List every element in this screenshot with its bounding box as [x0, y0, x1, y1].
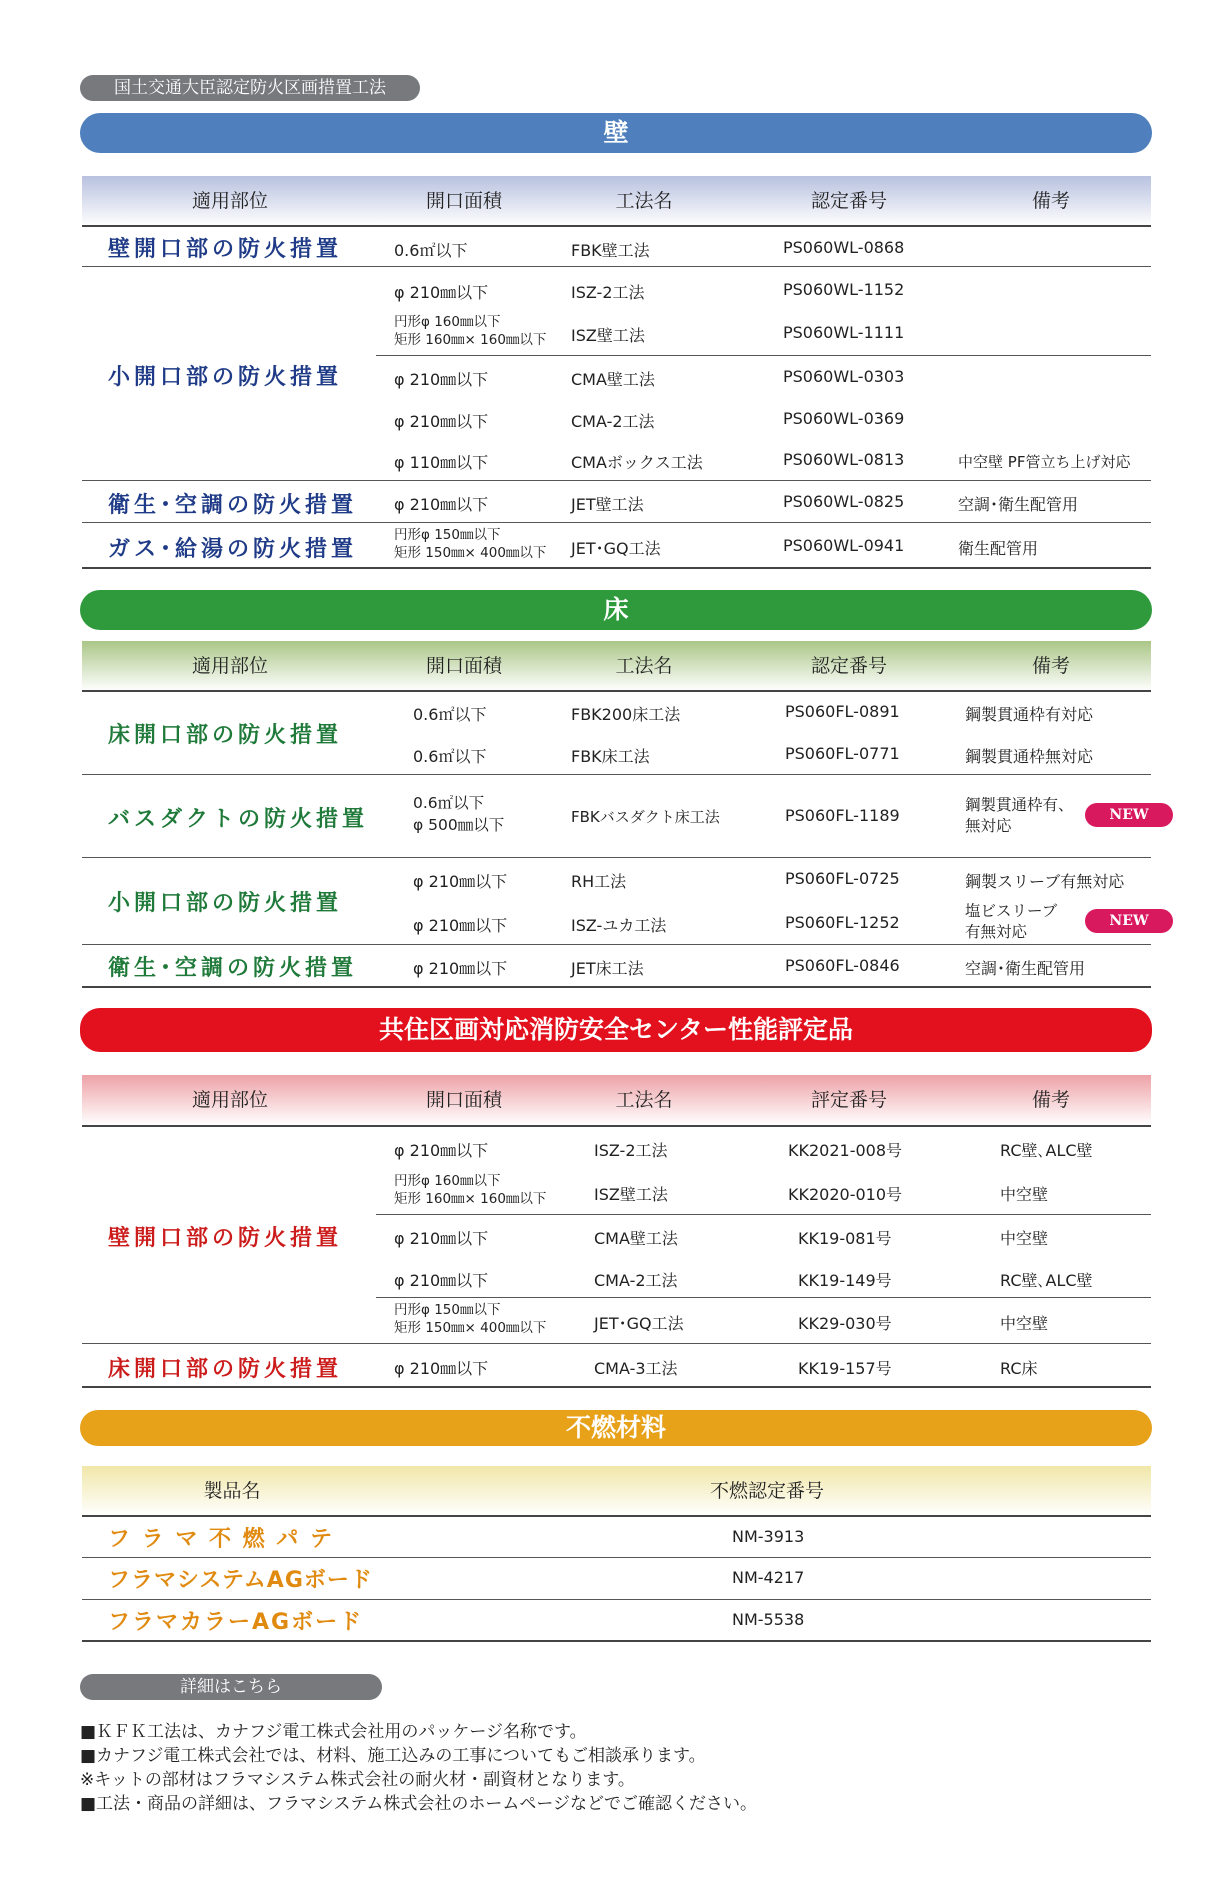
wall-category-sanitary: 衛生･空調の防火措置 — [108, 493, 358, 518]
center-category-wall: 壁開口部の防火措置 — [108, 1226, 343, 1251]
header-cert: 評定番号 — [810, 1089, 888, 1111]
table-cell: PS060FL-0771 — [785, 744, 900, 763]
floor-category-sanitary: 衛生･空調の防火措置 — [108, 956, 358, 981]
wall-category-opening: 壁開口部の防火措置 — [108, 237, 343, 262]
table-cell: NM-5538 — [732, 1610, 805, 1629]
section-tag: 国土交通大臣認定防火区画措置工法 — [80, 75, 420, 101]
table-cell: 中空壁 — [1000, 1185, 1049, 1204]
table-cell: 円形φ 160㎜以下 — [394, 314, 501, 330]
table-cell: RH工法 — [571, 872, 627, 891]
table-cell: KK2020-010号 — [788, 1185, 903, 1204]
table-cell: CMAボックス工法 — [571, 453, 703, 472]
new-badge: NEW — [1085, 909, 1173, 933]
table-cell: φ 210㎜以下 — [413, 872, 508, 891]
table-cell: φ 110㎜以下 — [394, 453, 489, 472]
note-line: ■ＫＦＫ工法は、カナフジ電工株式会社用のパッケージ名称です。 — [80, 1722, 587, 1742]
header-product: 製品名 — [203, 1480, 261, 1502]
center-table-header — [82, 1075, 1151, 1125]
table-cell: KK2021-008号 — [788, 1141, 903, 1160]
wall-banner: 壁 — [80, 113, 1152, 153]
table-cell: ISZ-ユカ工法 — [571, 916, 667, 935]
table-cell: 鋼製貫通枠有対応 — [965, 705, 1094, 724]
table-cell: 矩形 160㎜× 160㎜以下 — [394, 332, 547, 348]
table-cell: φ 210㎜以下 — [394, 495, 489, 514]
table-cell: φ 210㎜以下 — [394, 1271, 489, 1290]
table-cell: KK29-030号 — [798, 1314, 892, 1333]
floor-category-small: 小開口部の防火措置 — [108, 891, 343, 916]
nonflam-table-header — [82, 1466, 1151, 1516]
table-cell: PS060WL-0825 — [783, 492, 905, 511]
wall-category-gas: ガス･給湯の防火措置 — [108, 537, 358, 562]
table-cell: 矩形 150㎜× 400㎜以下 — [394, 545, 547, 561]
table-cell: KK19-081号 — [798, 1229, 892, 1248]
table-cell: 0.6㎡以下 — [413, 747, 487, 766]
header-area: 開口面積 — [425, 655, 503, 677]
table-cell: 円形φ 150㎜以下 — [394, 1302, 501, 1318]
header-note: 備考 — [1031, 655, 1071, 677]
table-cell: CMA壁工法 — [571, 370, 655, 389]
header-location: 適用部位 — [191, 190, 269, 212]
center-banner: 共住区画対応消防安全センター性能評定品 — [80, 1008, 1152, 1052]
table-cell: 鋼製貫通枠有、 — [965, 796, 1074, 814]
table-cell: 鋼製スリーブ有無対応 — [965, 872, 1125, 891]
table-cell: PS060FL-0891 — [785, 702, 900, 721]
floor-table-header — [82, 641, 1151, 691]
header-note: 備考 — [1031, 190, 1071, 212]
header-area: 開口面積 — [425, 190, 503, 212]
table-cell: φ 210㎜以下 — [413, 959, 508, 978]
note-line: ■工法・商品の詳細は、フラマシステム株式会社のホームページなどでご確認ください。 — [80, 1794, 758, 1814]
table-cell: φ 210㎜以下 — [394, 1229, 489, 1248]
table-cell: PS060FL-0846 — [785, 956, 900, 975]
table-cell: KK19-149号 — [798, 1271, 892, 1290]
table-cell: PS060FL-0725 — [785, 869, 900, 888]
table-cell: 空調･衛生配管用 — [958, 495, 1079, 514]
table-cell: 有無対応 — [965, 923, 1028, 941]
table-cell: FBK壁工法 — [571, 241, 650, 260]
wall-table-header — [82, 176, 1151, 226]
table-cell: RC壁､ALC壁 — [1000, 1271, 1093, 1290]
table-cell: JET壁工法 — [571, 495, 644, 514]
table-cell: 矩形 150㎜× 400㎜以下 — [394, 1320, 547, 1336]
floor-category-busduct: バスダクトの防火措置 — [108, 807, 369, 832]
new-badge: NEW — [1085, 803, 1173, 827]
table-cell: FBKバスダクト床工法 — [571, 808, 720, 826]
table-cell: PS060WL-0813 — [783, 450, 905, 469]
table-cell: PS060FL-1189 — [785, 806, 900, 825]
table-cell: 衛生配管用 — [958, 539, 1039, 558]
header-method: 工法名 — [615, 655, 673, 677]
table-cell: 鋼製貫通枠無対応 — [965, 747, 1094, 766]
wall-category-small: 小開口部の防火措置 — [108, 365, 343, 390]
table-cell: 0.6㎡以下 — [394, 241, 468, 260]
table-cell: ISZ-2工法 — [594, 1141, 668, 1160]
table-cell: φ 210㎜以下 — [394, 412, 489, 431]
table-cell: CMA-3工法 — [594, 1359, 678, 1378]
table-cell: φ 500㎜以下 — [413, 816, 505, 834]
table-cell: CMA-2工法 — [594, 1271, 678, 1290]
header-cert: 認定番号 — [810, 190, 888, 212]
table-cell: φ 210㎜以下 — [394, 283, 489, 302]
table-cell: FBK200床工法 — [571, 705, 681, 724]
table-cell: PS060WL-0303 — [783, 367, 905, 386]
nonflam-banner: 不燃材料 — [80, 1410, 1152, 1446]
header-cert: 不燃認定番号 — [709, 1480, 825, 1502]
table-cell: RC壁､ALC壁 — [1000, 1141, 1093, 1160]
table-cell: 中空壁 — [1000, 1229, 1049, 1248]
table-cell: KK19-157号 — [798, 1359, 892, 1378]
header-note: 備考 — [1031, 1089, 1071, 1111]
product-name: フ ラ マ 不 燃 パ テ — [108, 1527, 334, 1552]
table-cell: ISZ壁工法 — [571, 326, 645, 345]
floor-category-opening: 床開口部の防火措置 — [108, 723, 343, 748]
table-cell: φ 210㎜以下 — [394, 370, 489, 389]
table-cell: PS060WL-1111 — [783, 323, 905, 342]
table-cell: FBK床工法 — [571, 747, 650, 766]
header-method: 工法名 — [615, 1089, 673, 1111]
product-name: フラマカラーAGボード — [108, 1610, 364, 1635]
table-cell: JET･GQ工法 — [594, 1314, 684, 1333]
table-cell: 0.6㎡以下 — [413, 794, 485, 812]
table-cell: PS060WL-0369 — [783, 409, 905, 428]
header-area: 開口面積 — [425, 1089, 503, 1111]
table-cell: NM-3913 — [732, 1527, 805, 1546]
table-cell: 矩形 160㎜× 160㎜以下 — [394, 1191, 547, 1207]
center-category-floor: 床開口部の防火措置 — [108, 1357, 343, 1382]
table-cell: 円形φ 150㎜以下 — [394, 527, 501, 543]
note-line: ■カナフジ電工株式会社では、材料、施工込みの工事についてもご相談承ります。 — [80, 1746, 706, 1766]
table-cell: PS060FL-1252 — [785, 913, 900, 932]
details-link[interactable]: 詳細はこちら — [80, 1674, 382, 1700]
table-cell: 空調･衛生配管用 — [965, 959, 1086, 978]
table-cell: 中空壁 — [1000, 1314, 1049, 1333]
header-location: 適用部位 — [191, 1089, 269, 1111]
note-line: ※キットの部材はフラマシステム株式会社の耐火材・副資材となります。 — [80, 1770, 635, 1790]
table-cell: φ 210㎜以下 — [394, 1359, 489, 1378]
floor-banner: 床 — [80, 590, 1152, 630]
table-cell: PS060WL-0868 — [783, 238, 905, 257]
header-location: 適用部位 — [191, 655, 269, 677]
table-cell: φ 210㎜以下 — [413, 916, 508, 935]
table-cell: CMA壁工法 — [594, 1229, 678, 1248]
table-cell: φ 210㎜以下 — [394, 1141, 489, 1160]
table-cell: NM-4217 — [732, 1568, 805, 1587]
table-cell: RC床 — [1000, 1359, 1038, 1378]
table-cell: 無対応 — [965, 817, 1012, 835]
table-cell: ISZ-2工法 — [571, 283, 645, 302]
table-cell: 0.6㎡以下 — [413, 705, 487, 724]
table-cell: PS060WL-0941 — [783, 536, 905, 555]
table-cell: CMA-2工法 — [571, 412, 655, 431]
table-cell: 円形φ 160㎜以下 — [394, 1173, 501, 1189]
product-name: フラマシステムAGボード — [108, 1568, 373, 1593]
header-cert: 認定番号 — [810, 655, 888, 677]
table-cell: JET･GQ工法 — [571, 539, 661, 558]
table-cell: JET床工法 — [571, 959, 644, 978]
table-cell: 中空壁 PF管立ち上げ対応 — [958, 453, 1131, 471]
header-method: 工法名 — [615, 190, 673, 212]
table-cell: ISZ壁工法 — [594, 1185, 668, 1204]
table-cell: 塩ビスリーブ — [965, 902, 1058, 920]
table-cell: PS060WL-1152 — [783, 280, 905, 299]
